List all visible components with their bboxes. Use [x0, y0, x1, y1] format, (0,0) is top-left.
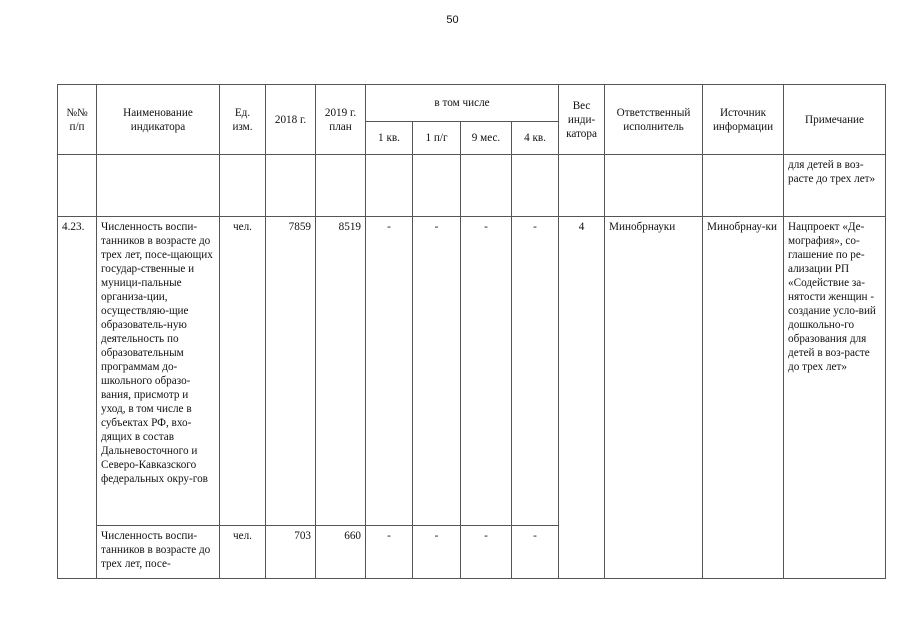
header-executor: Ответственный исполнитель — [605, 85, 703, 155]
header-q4: 4 кв. — [512, 122, 559, 155]
table-row — [58, 155, 886, 217]
header-half-year: 1 п/г — [413, 122, 461, 155]
cell-half-year: - — [413, 217, 461, 526]
header-9-months: 9 мес. — [461, 122, 512, 155]
cell-2018: 703 — [266, 526, 316, 579]
cell-q4: - — [512, 217, 559, 526]
header-unit: Ед. изм. — [220, 85, 266, 155]
cell-unit: чел. — [220, 526, 266, 579]
cell-note: для детей в воз-расте до трех лет» — [784, 155, 886, 217]
header-2018: 2018 г. — [266, 85, 316, 155]
cell-name: Численность воспи-танников в возрасте до трех лет, посе-щающих государ-ственные и муници-пальные организа-ции, осуществляю-щие образователь-ную деятельность по образовательным программам до-школьного образо-вания, присмотр и уход, в том числе в субъектах РФ, вхо-дящих в состав Дальневосточного и Северо-Кавказского федеральных окру-гов — [97, 217, 220, 526]
cell-q1: - — [366, 526, 413, 579]
page-number: 50 — [446, 14, 459, 26]
cell-2019-plan: 8519 — [316, 217, 366, 526]
cell-9-months: - — [461, 526, 512, 579]
header-note: Примечание — [784, 85, 886, 155]
cell-2018: 7859 — [266, 217, 316, 526]
cell-half-year: - — [413, 526, 461, 579]
cell-unit: чел. — [220, 217, 266, 526]
cell-9-months: - — [461, 217, 512, 526]
cell-name: Численность воспи-танников в возрасте до трех лет, посе- — [97, 526, 220, 579]
cell-note: Нацпроект «Де-мография», со-глашение по ре-ализации РП «Содействие за-нятости женщин - создание усло-вий дошкольно-го образования для детей в воз-расте до трех лет» — [784, 217, 886, 579]
cell-weight: 4 — [559, 217, 605, 579]
cell-2019-plan: 660 — [316, 526, 366, 579]
header-name: Наименование индикатора — [97, 85, 220, 155]
cell-q1: - — [366, 217, 413, 526]
cell-q4: - — [512, 526, 559, 579]
indicator-table — [57, 84, 886, 579]
header-2019-plan: 2019 г. план — [316, 85, 366, 155]
cell-source: Минобрнау-ки — [703, 217, 784, 579]
header-source: Источник информации — [703, 85, 784, 155]
header-weight: Вес инди-катора — [559, 85, 605, 155]
cell-num: 4.23. — [58, 217, 97, 579]
header-including: в том числе — [366, 85, 559, 122]
header-q1: 1 кв. — [366, 122, 413, 155]
header-num: №№ п/п — [58, 85, 97, 155]
table-row — [58, 217, 886, 526]
cell-executor: Минобрнауки — [605, 217, 703, 579]
